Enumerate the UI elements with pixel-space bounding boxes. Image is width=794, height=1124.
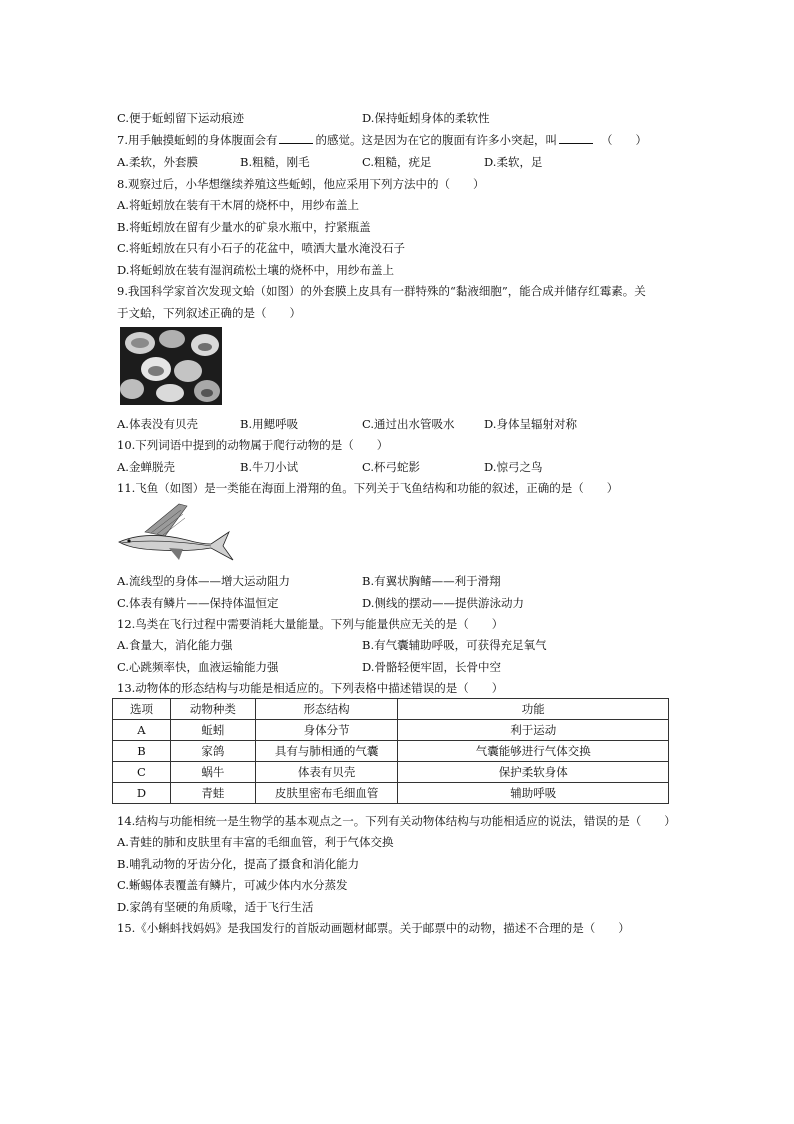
table-cell: C <box>113 762 171 783</box>
q7-option-d: D.柔软，足 <box>484 155 543 169</box>
table-cell: 气囊能够进行气体交换 <box>398 741 669 762</box>
table-cell: 利于运动 <box>398 720 669 741</box>
table-cell: 保护柔软身体 <box>398 762 669 783</box>
q10-option-c: C.杯弓蛇影 <box>362 460 421 474</box>
q12-option-d: D.骨骼轻便牢固，长骨中空 <box>362 660 501 674</box>
q7-stem-part2: 的感觉。这是因为在它的腹面有许多小突起，叫 <box>315 133 557 147</box>
q7-stem-part1: 7.用手触摸蚯蚓的身体腹面会有 <box>117 133 278 147</box>
table-cell: 身体分节 <box>255 720 398 741</box>
table-cell: B <box>113 741 171 762</box>
q7-option-c: C.粗糙，疣足 <box>362 155 432 169</box>
q12-option-a: A.食量大，消化能力强 <box>117 638 233 652</box>
q13-stem: 13.动物体的形态结构与功能是相适应的。下列表格中描述错误的是（ ） <box>117 681 504 695</box>
q7-option-a: A.柔软，外套膜 <box>117 155 198 169</box>
q9-option-d: D.身体呈辐射对称 <box>484 417 577 431</box>
table-cell: 蚯蚓 <box>170 720 255 741</box>
q13-table <box>112 698 669 804</box>
table-header-cell: 动物种类 <box>170 699 255 720</box>
q6-option-d: D.保持蚯蚓身体的柔软性 <box>362 111 490 125</box>
table-header-cell: 功能 <box>398 699 669 720</box>
q8-option-c: C.将蚯蚓放在只有小石子的花盆中，喷洒大量水淹没石子 <box>117 241 406 255</box>
q14-option-b: B.哺乳动物的牙齿分化，提高了摄食和消化能力 <box>117 857 360 871</box>
q7-stem <box>117 133 647 147</box>
clam-photo-graphic <box>120 327 222 405</box>
table-row <box>113 762 669 783</box>
q8-option-a: A.将蚯蚓放在装有干木屑的烧杯中，用纱布盖上 <box>117 198 359 212</box>
q10-option-d: D.惊弓之鸟 <box>484 460 543 474</box>
q14-option-d: D.家鸽有坚硬的角质喙，适于飞行生活 <box>117 900 314 914</box>
q7-answer-paren: （ ） <box>600 133 647 147</box>
q14-option-c: C.蜥蜴体表覆盖有鳞片，可减少体内水分蒸发 <box>117 878 348 892</box>
table-row <box>113 783 669 804</box>
table-cell: 体表有贝壳 <box>255 762 398 783</box>
table-header-cell: 形态结构 <box>255 699 398 720</box>
q11-option-c: C.体表有鳞片——保持体温恒定 <box>117 596 279 610</box>
q14-option-a: A.青蛙的肺和皮肤里有丰富的毛细血管，利于气体交换 <box>117 835 394 849</box>
q9-stem-line2: 于文蛤，下列叙述正确的是（ ） <box>117 306 301 320</box>
q12-option-c: C.心跳频率快，血液运输能力强 <box>117 660 279 674</box>
q14-stem: 14.结构与功能相统一是生物学的基本观点之一。下列有关动物体结构与功能相适应的说法，错误的是（ ） <box>117 814 676 828</box>
table-header-row <box>113 699 669 720</box>
q10-stem: 10.下列词语中提到的动物属于爬行动物的是（ ） <box>117 438 389 452</box>
q7-blank-1 <box>279 133 313 144</box>
q8-option-d: D.将蚯蚓放在装有湿润疏松土壤的烧杯中，用纱布盖上 <box>117 263 394 277</box>
q11-stem: 11.飞鱼（如图）是一类能在海面上滑翔的鱼。下列关于飞鱼结构和功能的叙述，正确的是（ ） <box>117 481 619 495</box>
q8-option-b: B.将蚯蚓放在留有少量水的矿泉水瓶中，拧紧瓶盖 <box>117 220 371 234</box>
q10-option-a: A.金蝉脱壳 <box>117 460 175 474</box>
table-row <box>113 720 669 741</box>
q15-stem: 15.《小蝌蚪找妈妈》是我国发行的首版动画题材邮票。关于邮票中的动物，描述不合理的是（ ） <box>117 921 630 935</box>
q12-stem: 12.鸟类在飞行过程中需要消耗大量能量。下列与能量供应无关的是（ ） <box>117 617 504 631</box>
q9-option-a: A.体表没有贝壳 <box>117 417 198 431</box>
flying-fish-graphic <box>117 502 235 564</box>
q10-option-b: B.牛刀小试 <box>240 460 299 474</box>
q11-option-d: D.侧线的摆动——提供游泳动力 <box>362 596 524 610</box>
table-cell: 皮肤里密布毛细血管 <box>255 783 398 804</box>
table-cell: 蜗牛 <box>170 762 255 783</box>
q9-option-c: C.通过出水管吸水 <box>362 417 455 431</box>
table-header-cell: 选项 <box>113 699 171 720</box>
table-row <box>113 741 669 762</box>
q7-option-b: B.粗糙，刚毛 <box>240 155 310 169</box>
q8-stem: 8.观察过后，小华想继续养殖这些蚯蚓，他应采用下列方法中的（ ） <box>117 177 485 191</box>
q9-option-b: B.用鳃呼吸 <box>240 417 299 431</box>
q11-option-b: B.有翼状胸鳍——利于滑翔 <box>362 574 501 588</box>
q11-option-a: A.流线型的身体——增大运动阻力 <box>117 574 290 588</box>
table-cell: 具有与肺相通的气囊 <box>255 741 398 762</box>
table-cell: 辅助呼吸 <box>398 783 669 804</box>
q7-blank-2 <box>559 133 593 144</box>
q12-option-b: B.有气囊辅助呼吸，可获得充足氧气 <box>362 638 547 652</box>
q9-stem-line1: 9.我国科学家首次发现文蛤（如图）的外套膜上皮具有一群特殊的“黏液细胞”，能合成并储存红霉素。关 <box>117 284 646 298</box>
q6-option-c: C.便于蚯蚓留下运动痕迹 <box>117 111 245 125</box>
flying-fish-figure <box>117 502 235 564</box>
table-cell: 家鸽 <box>170 741 255 762</box>
clam-photo <box>120 327 222 405</box>
table-cell: A <box>113 720 171 741</box>
table-cell: 青蛙 <box>170 783 255 804</box>
table-cell: D <box>113 783 171 804</box>
